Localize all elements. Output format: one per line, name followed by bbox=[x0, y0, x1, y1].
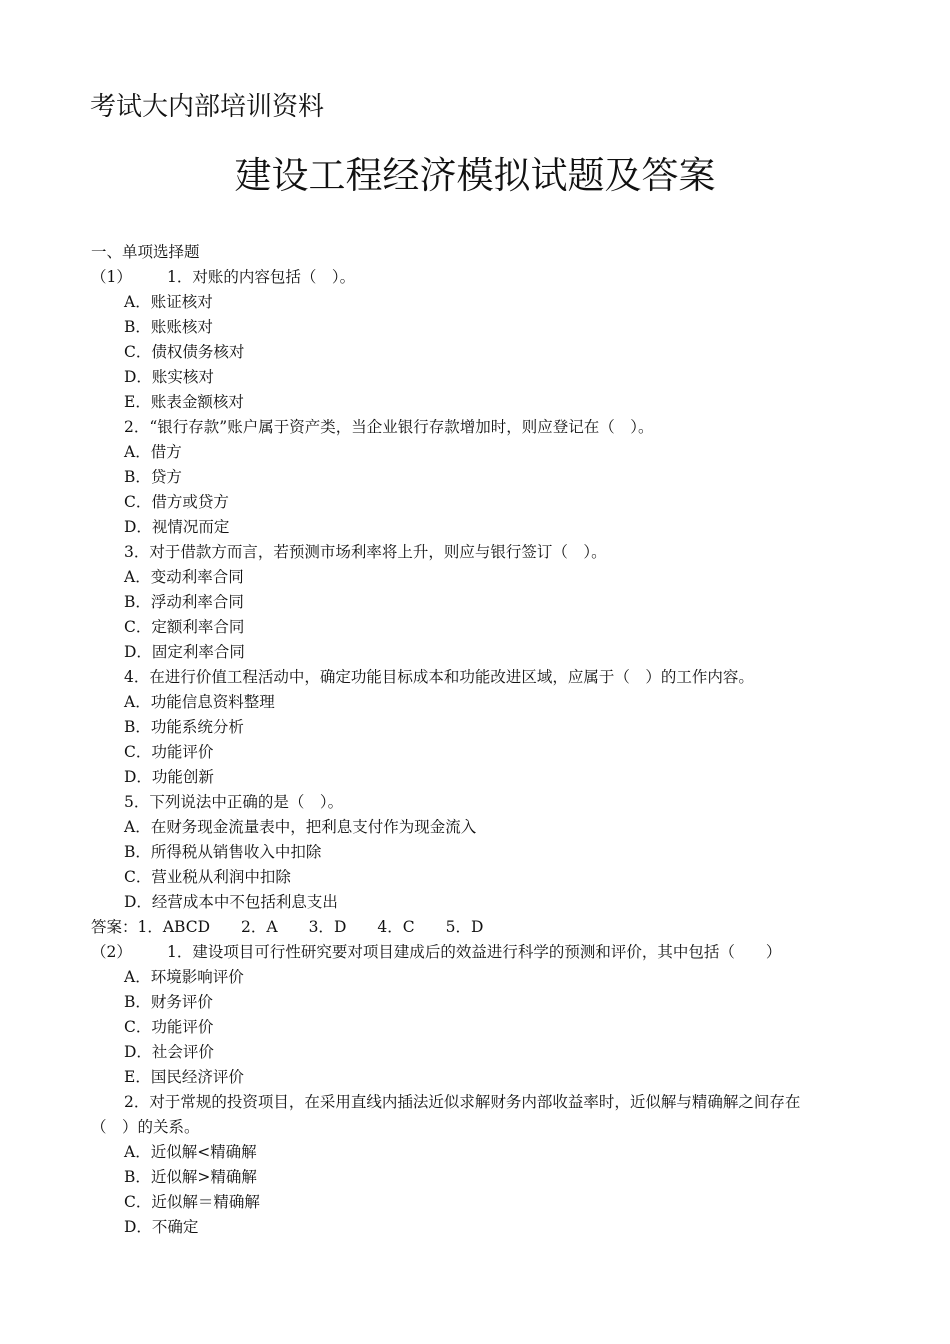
question-stem: 3．对于借款方而言，若预测市场利率将上升，则应与银行签订（ ）。 bbox=[124, 543, 607, 561]
option: A．在财务现金流量表中，把利息支付作为现金流入 bbox=[124, 818, 477, 836]
option: D．社会评价 bbox=[124, 1043, 214, 1061]
option: C．近似解＝精确解 bbox=[124, 1193, 260, 1211]
question-stem: 5．下列说法中正确的是（ ）。 bbox=[124, 793, 344, 811]
option: B．账账核对 bbox=[124, 318, 213, 336]
group-1-first-question bbox=[91, 265, 355, 290]
option: C．债权债务核对 bbox=[124, 343, 245, 361]
option: E．账表金额核对 bbox=[124, 393, 244, 411]
option: D．功能创新 bbox=[124, 768, 214, 786]
group-label: （2） bbox=[91, 943, 132, 961]
option: B．所得税从销售收入中扣除 bbox=[124, 843, 322, 861]
option: A．变动利率合同 bbox=[124, 568, 244, 586]
option: B．近似解>精确解 bbox=[124, 1168, 257, 1186]
question-stem-continuation: （ ）的关系。 bbox=[91, 1118, 200, 1136]
group-2-first-question bbox=[91, 940, 781, 965]
option: D．视情况而定 bbox=[124, 518, 230, 536]
option: A．借方 bbox=[124, 443, 182, 461]
question-stem: 4．在进行价值工程活动中，确定功能目标成本和功能改进区域，应属于（ ）的工作内容。 bbox=[124, 668, 754, 686]
answer-key: 答案：1．ABCD 2．A 3．D 4．C 5．D bbox=[91, 918, 484, 936]
option: C．功能评价 bbox=[124, 743, 214, 761]
question-stem: 1．对账的内容包括（ ）。 bbox=[167, 268, 356, 286]
option: C．定额利率合同 bbox=[124, 618, 245, 636]
option: B．功能系统分析 bbox=[124, 718, 244, 736]
option: A．环境影响评价 bbox=[124, 968, 244, 986]
option: C．借方或贷方 bbox=[124, 493, 229, 511]
option: A．近似解<精确解 bbox=[124, 1143, 257, 1161]
option: D．账实核对 bbox=[124, 368, 214, 386]
question-stem: 2．“银行存款”账户属于资产类，当企业银行存款增加时，则应登记在（ ）。 bbox=[124, 418, 654, 436]
option: D．不确定 bbox=[124, 1218, 199, 1236]
option: C．营业税从利润中扣除 bbox=[124, 868, 291, 886]
option: B．财务评价 bbox=[124, 993, 213, 1011]
option: A．功能信息资料整理 bbox=[124, 693, 275, 711]
question-stem: 1．建设项目可行性研究要对项目建成后的效益进行科学的预测和评价，其中包括（ ） bbox=[167, 943, 782, 961]
group-label: （1） bbox=[91, 268, 132, 286]
document-header: 考试大内部培训资料 bbox=[90, 92, 325, 122]
question-stem: 2．对于常规的投资项目，在采用直线内插法近似求解财务内部收益率时，近似解与精确解之间存在 bbox=[124, 1093, 801, 1111]
section-heading: 一、单项选择题 bbox=[91, 243, 200, 261]
option: B．浮动利率合同 bbox=[124, 593, 244, 611]
option: C．功能评价 bbox=[124, 1018, 214, 1036]
option: B．贷方 bbox=[124, 468, 182, 486]
option: A．账证核对 bbox=[124, 293, 213, 311]
document-title: 建设工程经济模拟试题及答案 bbox=[234, 154, 716, 197]
option: D．经营成本中不包括利息支出 bbox=[124, 893, 338, 911]
option: D．固定利率合同 bbox=[124, 643, 245, 661]
option: E．国民经济评价 bbox=[124, 1068, 244, 1086]
